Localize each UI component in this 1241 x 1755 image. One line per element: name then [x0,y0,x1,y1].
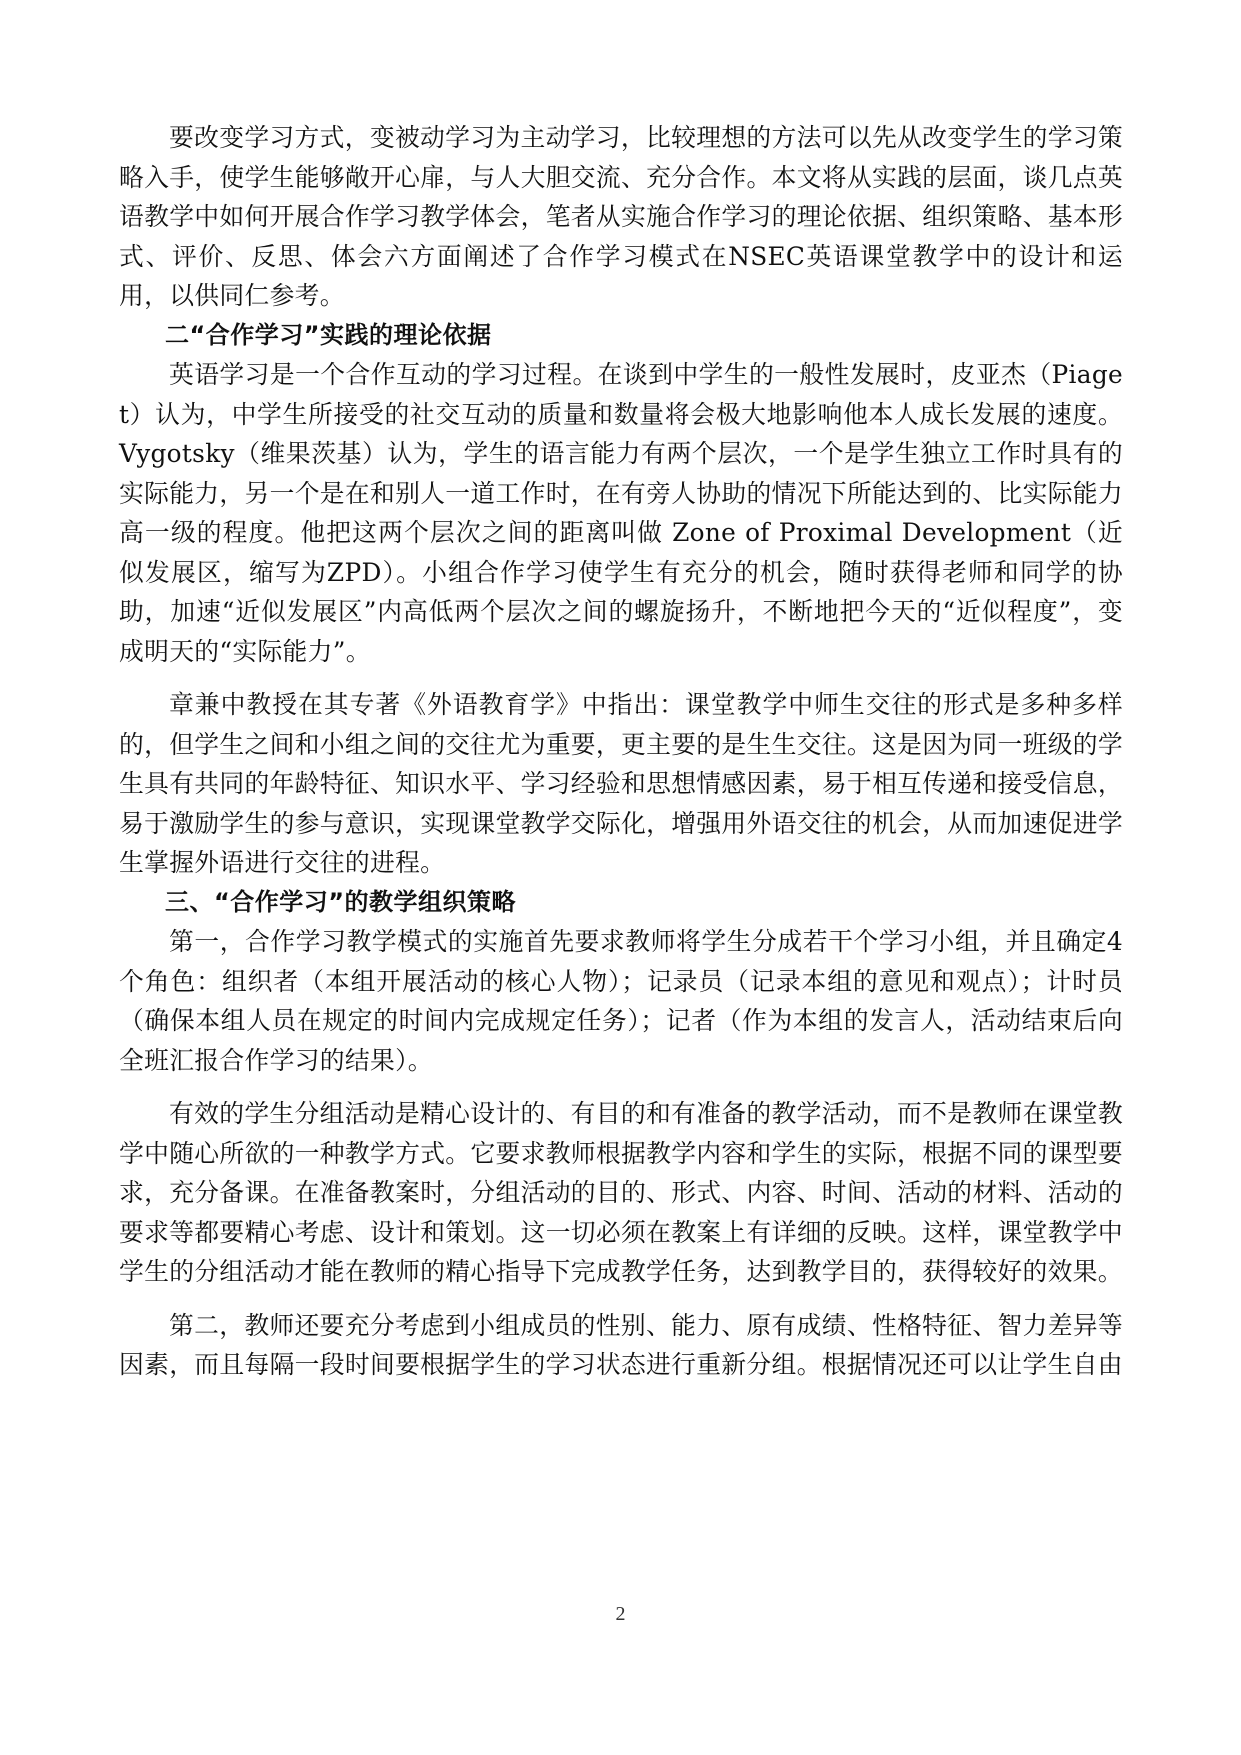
paragraph-intro: 要改变学习方式，变被动学习为主动学习，比较理想的方法可以先从改变学生的学习策略入手，使学生能够敞开心扉，与人大胆交流、充分合作。本文将从实践的层面，谈几点英语教学中如何开展合作学习教学体会，笔者从实施合作学习的理论依据、组织策略、基本形式、评价、反思、体会六方面阐述了合作学习模式在NSEC英语课堂教学中的设计和运用，以供同仁参考。 [119,123,1123,310]
paragraph-strategy-second: 第二，教师还要充分考虑到小组成员的性别、能力、原有成绩、性格特征、智力差异等因素，而且每隔一段时间要根据学生的学习状态进行重新分组。根据情况还可以让学生自由 [119,1310,1123,1379]
paragraph-group-activity: 有效的学生分组活动是精心设计的、有目的和有准备的教学活动，而不是教师在课堂教学中随心所欲的一种教学方式。它要求教师根据教学内容和学生的实际，根据不同的课型要求，充分备课。在准备教案时，分组活动的目的、形式、内容、时间、活动的材料、活动的要求等都要精心考虑、设计和策划。这一切必须在教案上有详细的反映。这样，课堂教学中学生的分组活动才能在教师的精心指导下完成教学任务，达到教学目的，获得较好的效果。 [119,1099,1123,1286]
paragraph-zhang-jianzhong: 章兼中教授在其专著《外语教育学》中指出：课堂教学中师生交往的形式是多种多样的，但学生之间和小组之间的交往尤为重要，更主要的是生生交往。这是因为同一班级的学生具有共同的年龄特征、知识水平、学习经验和思想情感因素，易于相互传递和接受信息，易于激励学生的参与意识，实现课堂教学交际化，增强用外语交往的机会，从而加速促进学生掌握外语进行交往的进程。 [119,690,1123,877]
section-heading-theory: 二“合作学习”实践的理论依据 [165,320,492,349]
document-body [119,118,1123,1385]
page-number: 2 [615,1603,626,1625]
section-heading-strategy: 三、“合作学习”的教学组织策略 [165,887,517,916]
paragraph-strategy-first: 第一，合作学习教学模式的实施首先要求教师将学生分成若干个学习小组，并且确定4个角色：组织者（本组开展活动的核心人物）；记录员（记录本组的意见和观点）；计时员（确保本组人员在规定的时间内完成规定任务）；记者（作为本组的发言人，活动结束后向全班汇报合作学习的结果）。 [119,927,1123,1075]
paragraph-theory-basis: 英语学习是一个合作互动的学习过程。在谈到中学生的一般性发展时，皮亚杰（Piaget）认为，中学生所接受的社交互动的质量和数量将会极大地影响他本人成长发展的速度。Vygotsky（维果茨基）认为，学生的语言能力有两个层次，一个是学生独立工作时具有的实际能力，另一个是在和别人一道工作时，在有旁人协助的情况下所能达到的、比实际能力高一级的程度。他把这两个层次之间的距离叫做 Zone of Proximal Development（近似发展区，缩写为ZPD）。小组合作学习使学生有充分的机会，随时获得老师和同学的协助，加速“近似发展区”内高低两个层次之间的螺旋扬升，不断地把今天的“近似程度”，变成明天的“实际能力”。 [119,360,1123,666]
